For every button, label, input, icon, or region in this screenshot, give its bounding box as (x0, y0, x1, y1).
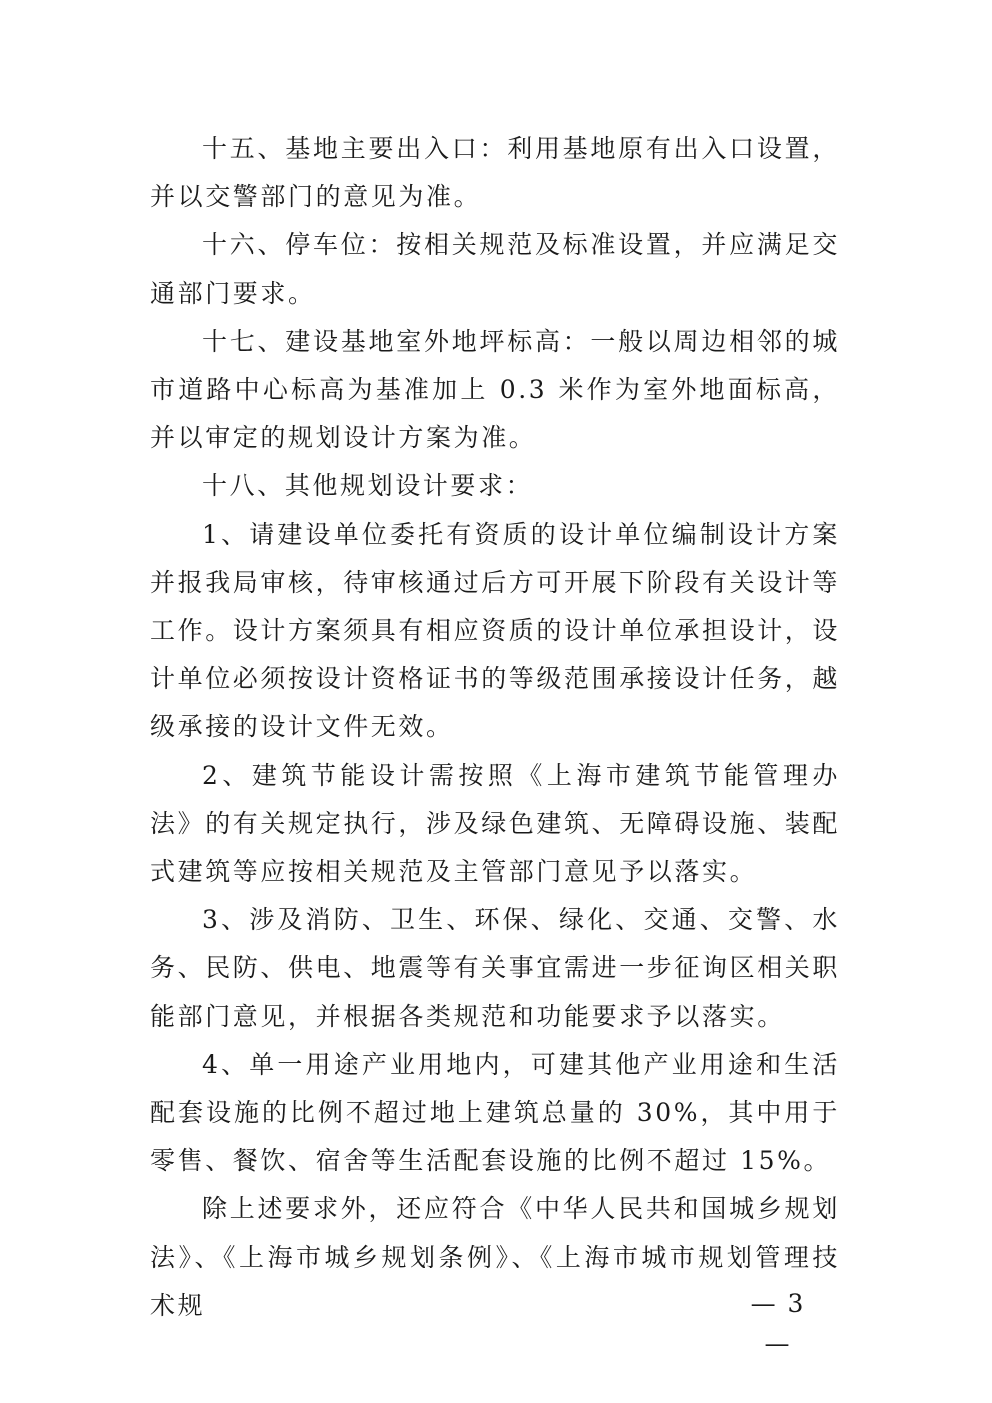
paragraph-requirement-1: 1、请建设单位委托有资质的设计单位编制设计方案并报我局审核，待审核通过后方可开展下阶段有关设计等工作。设计方案须具有相应资质的设计单位承担设计，设计单位必须按设计资格证书的等级范围承接设计任务，越级承接的设计文件无效。 (150, 519, 841, 742)
paragraph-compliance: 除上述要求外，还应符合《中华人民共和国城乡规划法》、《上海市城乡规划条例》、《上海市城市规划管理技术规 (150, 1194, 840, 1320)
paragraph-requirement-2: 2、建筑节能设计需按照《上海市建筑节能管理办法》的有关规定执行，涉及绿色建筑、无障碍设施、装配式建筑等应按相关规范及主管部门意见予以落实。 (150, 760, 841, 887)
document-body (150, 125, 840, 1330)
paragraph-main-entrance: 十五、基地主要出入口：利用基地原有出入口设置，并以交警部门的意见为准。 (150, 134, 840, 212)
paragraph-ground-elevation: 十七、建设基地室外地坪标高：一般以周边相邻的城市道路中心标高为基准加上 0.3 米作为室外地面标高，并以审定的规划设计方案为准。 (150, 326, 840, 453)
page-number: — 3 — (750, 1289, 806, 1358)
paragraph-parking: 十六、停车位：按相关规范及标准设置，并应满足交通部门要求。 (150, 230, 840, 308)
paragraph-requirement-4: 4、单一用途产业用地内，可建其他产业用途和生活配套设施的比例不超过地上建筑总量的 30%，其中用于零售、餐饮、宿舍等生活配套设施的比例不超过 15%。 (150, 1049, 840, 1176)
paragraph-other-requirements-heading: 十八、其他规划设计要求： (202, 471, 534, 501)
paragraph-requirement-3: 3、涉及消防、卫生、环保、绿化、交通、交警、水务、民防、供电、地震等有关事宜需进一步征询区相关职能部门意见，并根据各类规范和功能要求予以落实。 (150, 905, 841, 1031)
